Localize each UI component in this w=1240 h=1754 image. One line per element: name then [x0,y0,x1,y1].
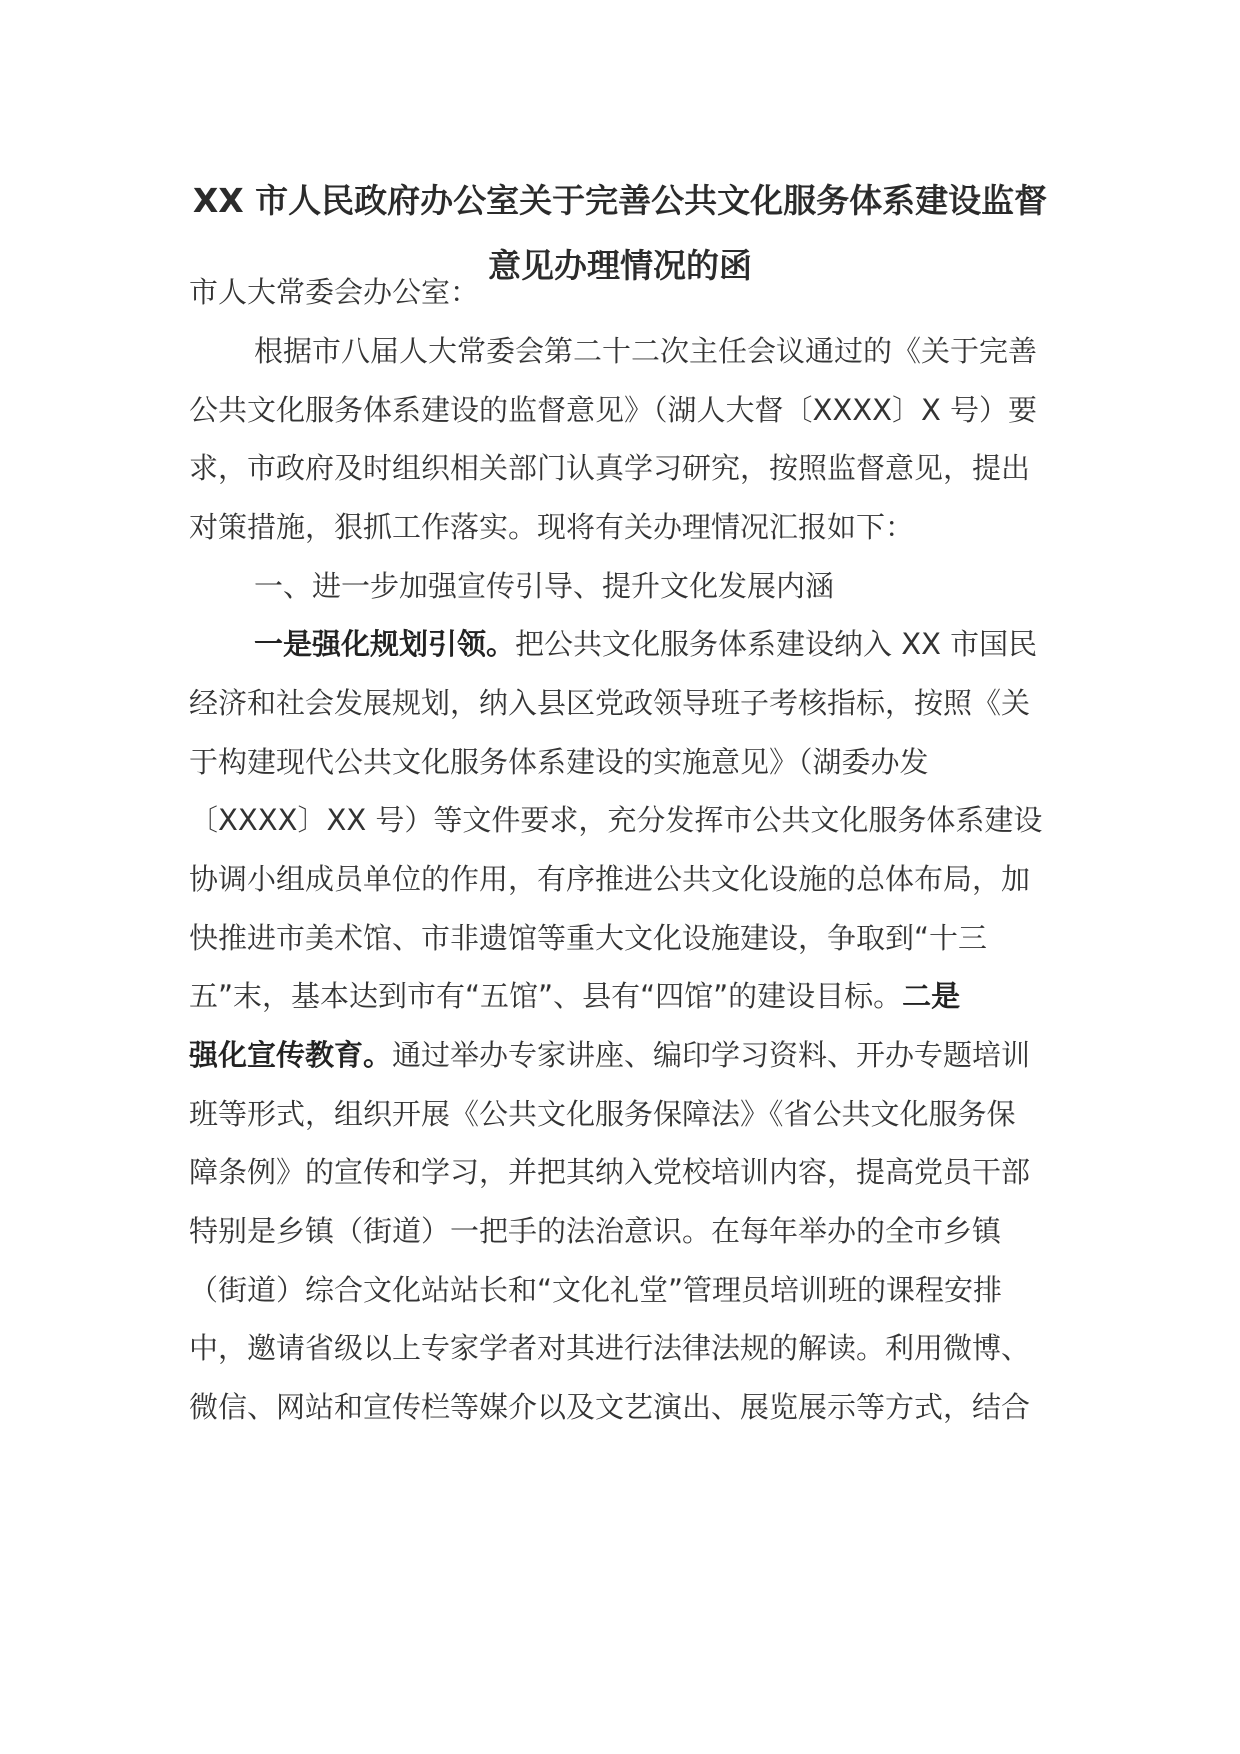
paragraph-2-line: 经济和社会发展规划，纳入县区党政领导班子考核指标，按照《关 [189,686,1031,720]
paragraph-2-line: 快推进市美术馆、市非遗馆等重大文化设施建设，争取到“十三 [189,921,988,955]
bold-lead-2-start: 二是 [902,979,961,1013]
paragraph-2-line: 于构建现代公共文化服务体系建设的实施意见》（湖委办发 [189,745,929,779]
paragraph-2-text: 把公共文化服务体系建设纳入 XX 市国民 [515,627,1038,661]
section-heading-1: 一、进一步加强宣传引导、提升文化发展内涵 [254,569,835,603]
paragraph-2-line: 特别是乡镇（街道）一把手的法治意识。在每年举办的全市乡镇 [189,1214,1002,1248]
paragraph-2-text: 五”末，基本达到市有“五馆”、县有“四馆”的建设目标。 [189,979,903,1013]
paragraph-2-line: 协调小组成员单位的作用，有序推进公共文化设施的总体布局，加 [189,862,1031,896]
paragraph-2-line [189,1035,1030,1075]
paragraph-2-line: 班等形式，组织开展《公共文化服务保障法》《省公共文化服务保 [189,1097,1016,1131]
bold-lead-2: 强化宣传教育。 [189,1038,393,1072]
bold-lead-1: 一是强化规划引领。 [254,627,516,661]
paragraph-2-text: 通过举办专家讲座、编印学习资料、开办专题培训 [392,1038,1031,1072]
paragraph-2-line: 中，邀请省级以上专家学者对其进行法律法规的解读。利用微博、 [189,1331,1031,1365]
title-line-2: 意见办理情况的函 [488,246,752,285]
paragraph-2-line: 障条例》的宣传和学习，并把其纳入党校培训内容，提高党员干部 [189,1155,1031,1189]
paragraph-2-line: 〔XXXX〕XX 号）等文件要求，充分发挥市公共文化服务体系建设 [189,803,1043,837]
paragraph-2-line: 微信、网站和宣传栏等媒介以及文艺演出、展览展示等方式，结合 [189,1390,1031,1424]
paragraph-2-line [254,624,1037,664]
paragraph-1-line: 求，市政府及时组织相关部门认真学习研究，按照监督意见，提出 [189,451,1031,485]
paragraph-1-line: 公共文化服务体系建设的监督意见》（湖人大督〔XXXX〕X 号）要 [189,393,1038,427]
title-line-1: XX 市人民政府办公室关于完善公共文化服务体系建设监督 [192,181,1048,220]
paragraph-1-line: 对策措施，狠抓工作落实。现将有关办理情况汇报如下： [189,510,915,544]
addressee: 市人大常委会办公室： [189,275,480,309]
paragraph-2-line [189,976,960,1016]
paragraph-1-line: 根据市八届人大常委会第二十二次主任会议通过的《关于完善 [254,334,1038,368]
paragraph-2-line: （街道）综合文化站站长和“文化礼堂”管理员培训班的课程安排 [189,1273,1003,1307]
